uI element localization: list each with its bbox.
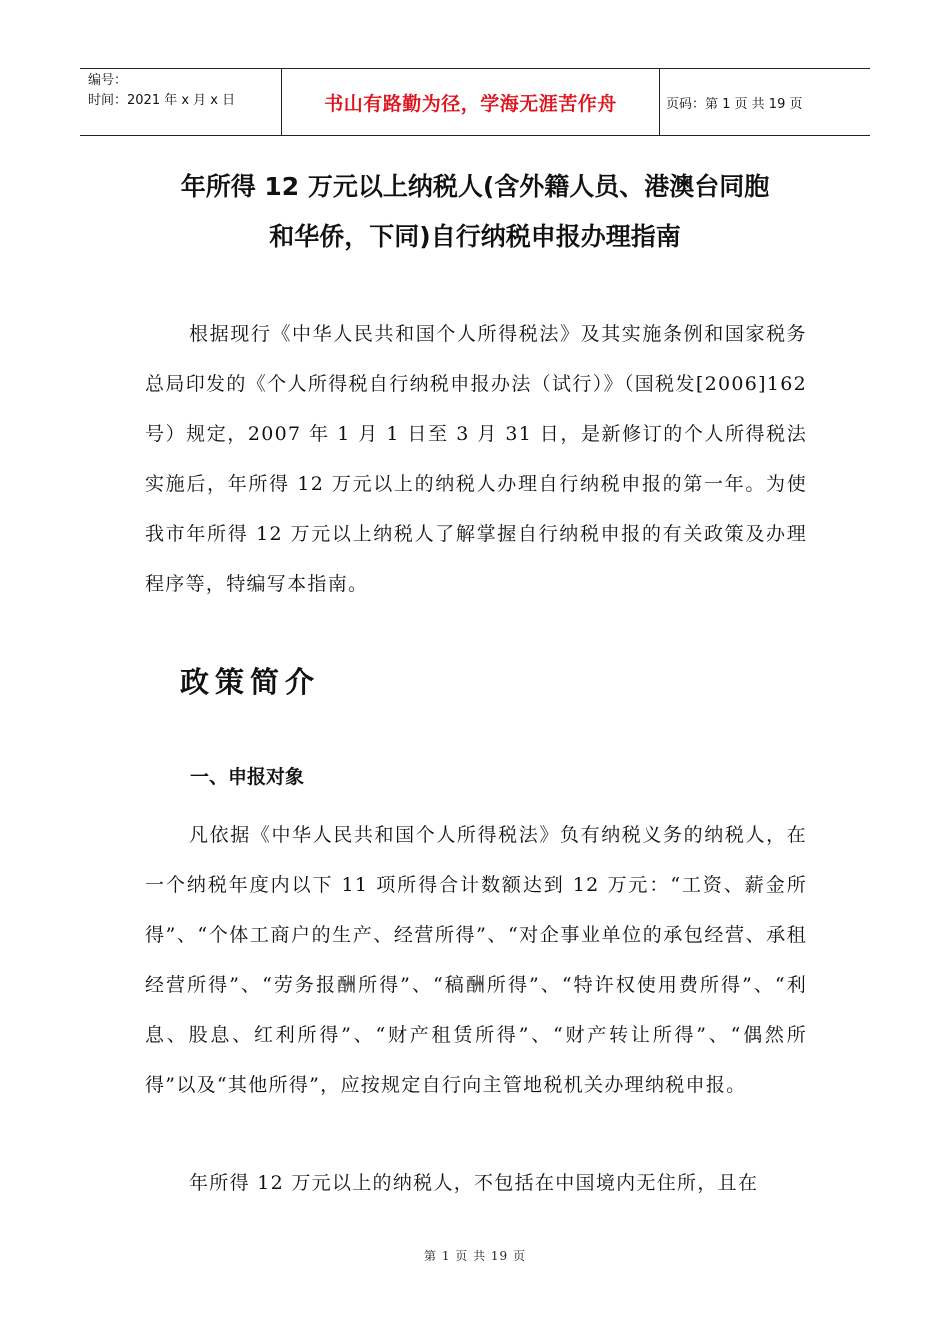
header-page-info: 页码：第 1 页 共 19 页	[666, 96, 803, 112]
document-header	[80, 68, 870, 136]
document-title-line-2: 和华侨，下同)自行纳税申报办理指南	[269, 222, 681, 251]
document-title-line-1: 年所得 12 万元以上纳税人(含外籍人员、港澳台同胞	[180, 172, 770, 201]
intro-paragraph: 根据现行《中华人民共和国个人所得税法》及其实施条例和国家税务总局印发的《个人所得税自行纳税申报办法（试行）》（国税发[2006]162 号）规定，2007 年 1 月 1 日至 3 月 31 日，是新修订的个人所得税法实施后，年所得 12 万元以上的纳税人办理自行纳税申报的第一年。为使我市年所得 12 万元以上纳税人了解掌握自行纳税申报的有关政策及办理程序等，特编写本指南。	[145, 323, 807, 595]
subsection-title: 一、申报对象	[190, 766, 305, 788]
page-footer: 第 1 页 共 19 页	[424, 1249, 526, 1263]
header-code-label: 编号：	[88, 73, 128, 88]
section-title: 政策简介	[180, 665, 321, 699]
header-meta	[80, 69, 282, 135]
body-paragraph: 凡依据《中华人民共和国个人所得税法》负有纳税义务的纳税人，在一个纳税年度内以下 11 项所得合计数额达到 12 万元：“工资、薪金所得”、“个体工商户的生产、经营所得”、“对企事业单位的承包经营、承租经营所得”、“劳务报酬所得”、“稿酬所得”、“特许权使用费所得”、“利息、股息、红利所得”、“财产租赁所得”、“财产转让所得”、“偶然所得”以及“其他所得”，应按规定自行向主管地税机关办理纳税申报。	[145, 824, 807, 1096]
header-time-label: 时间：2021 年 x 月 x 日	[88, 93, 236, 108]
document-title	[130, 162, 820, 262]
body-paragraph-continued: 年所得 12 万元以上的纳税人，不包括在中国境内无住所，且在	[189, 1172, 759, 1194]
header-motto: 书山有路勤为径，学海无涯苦作舟	[282, 69, 660, 135]
